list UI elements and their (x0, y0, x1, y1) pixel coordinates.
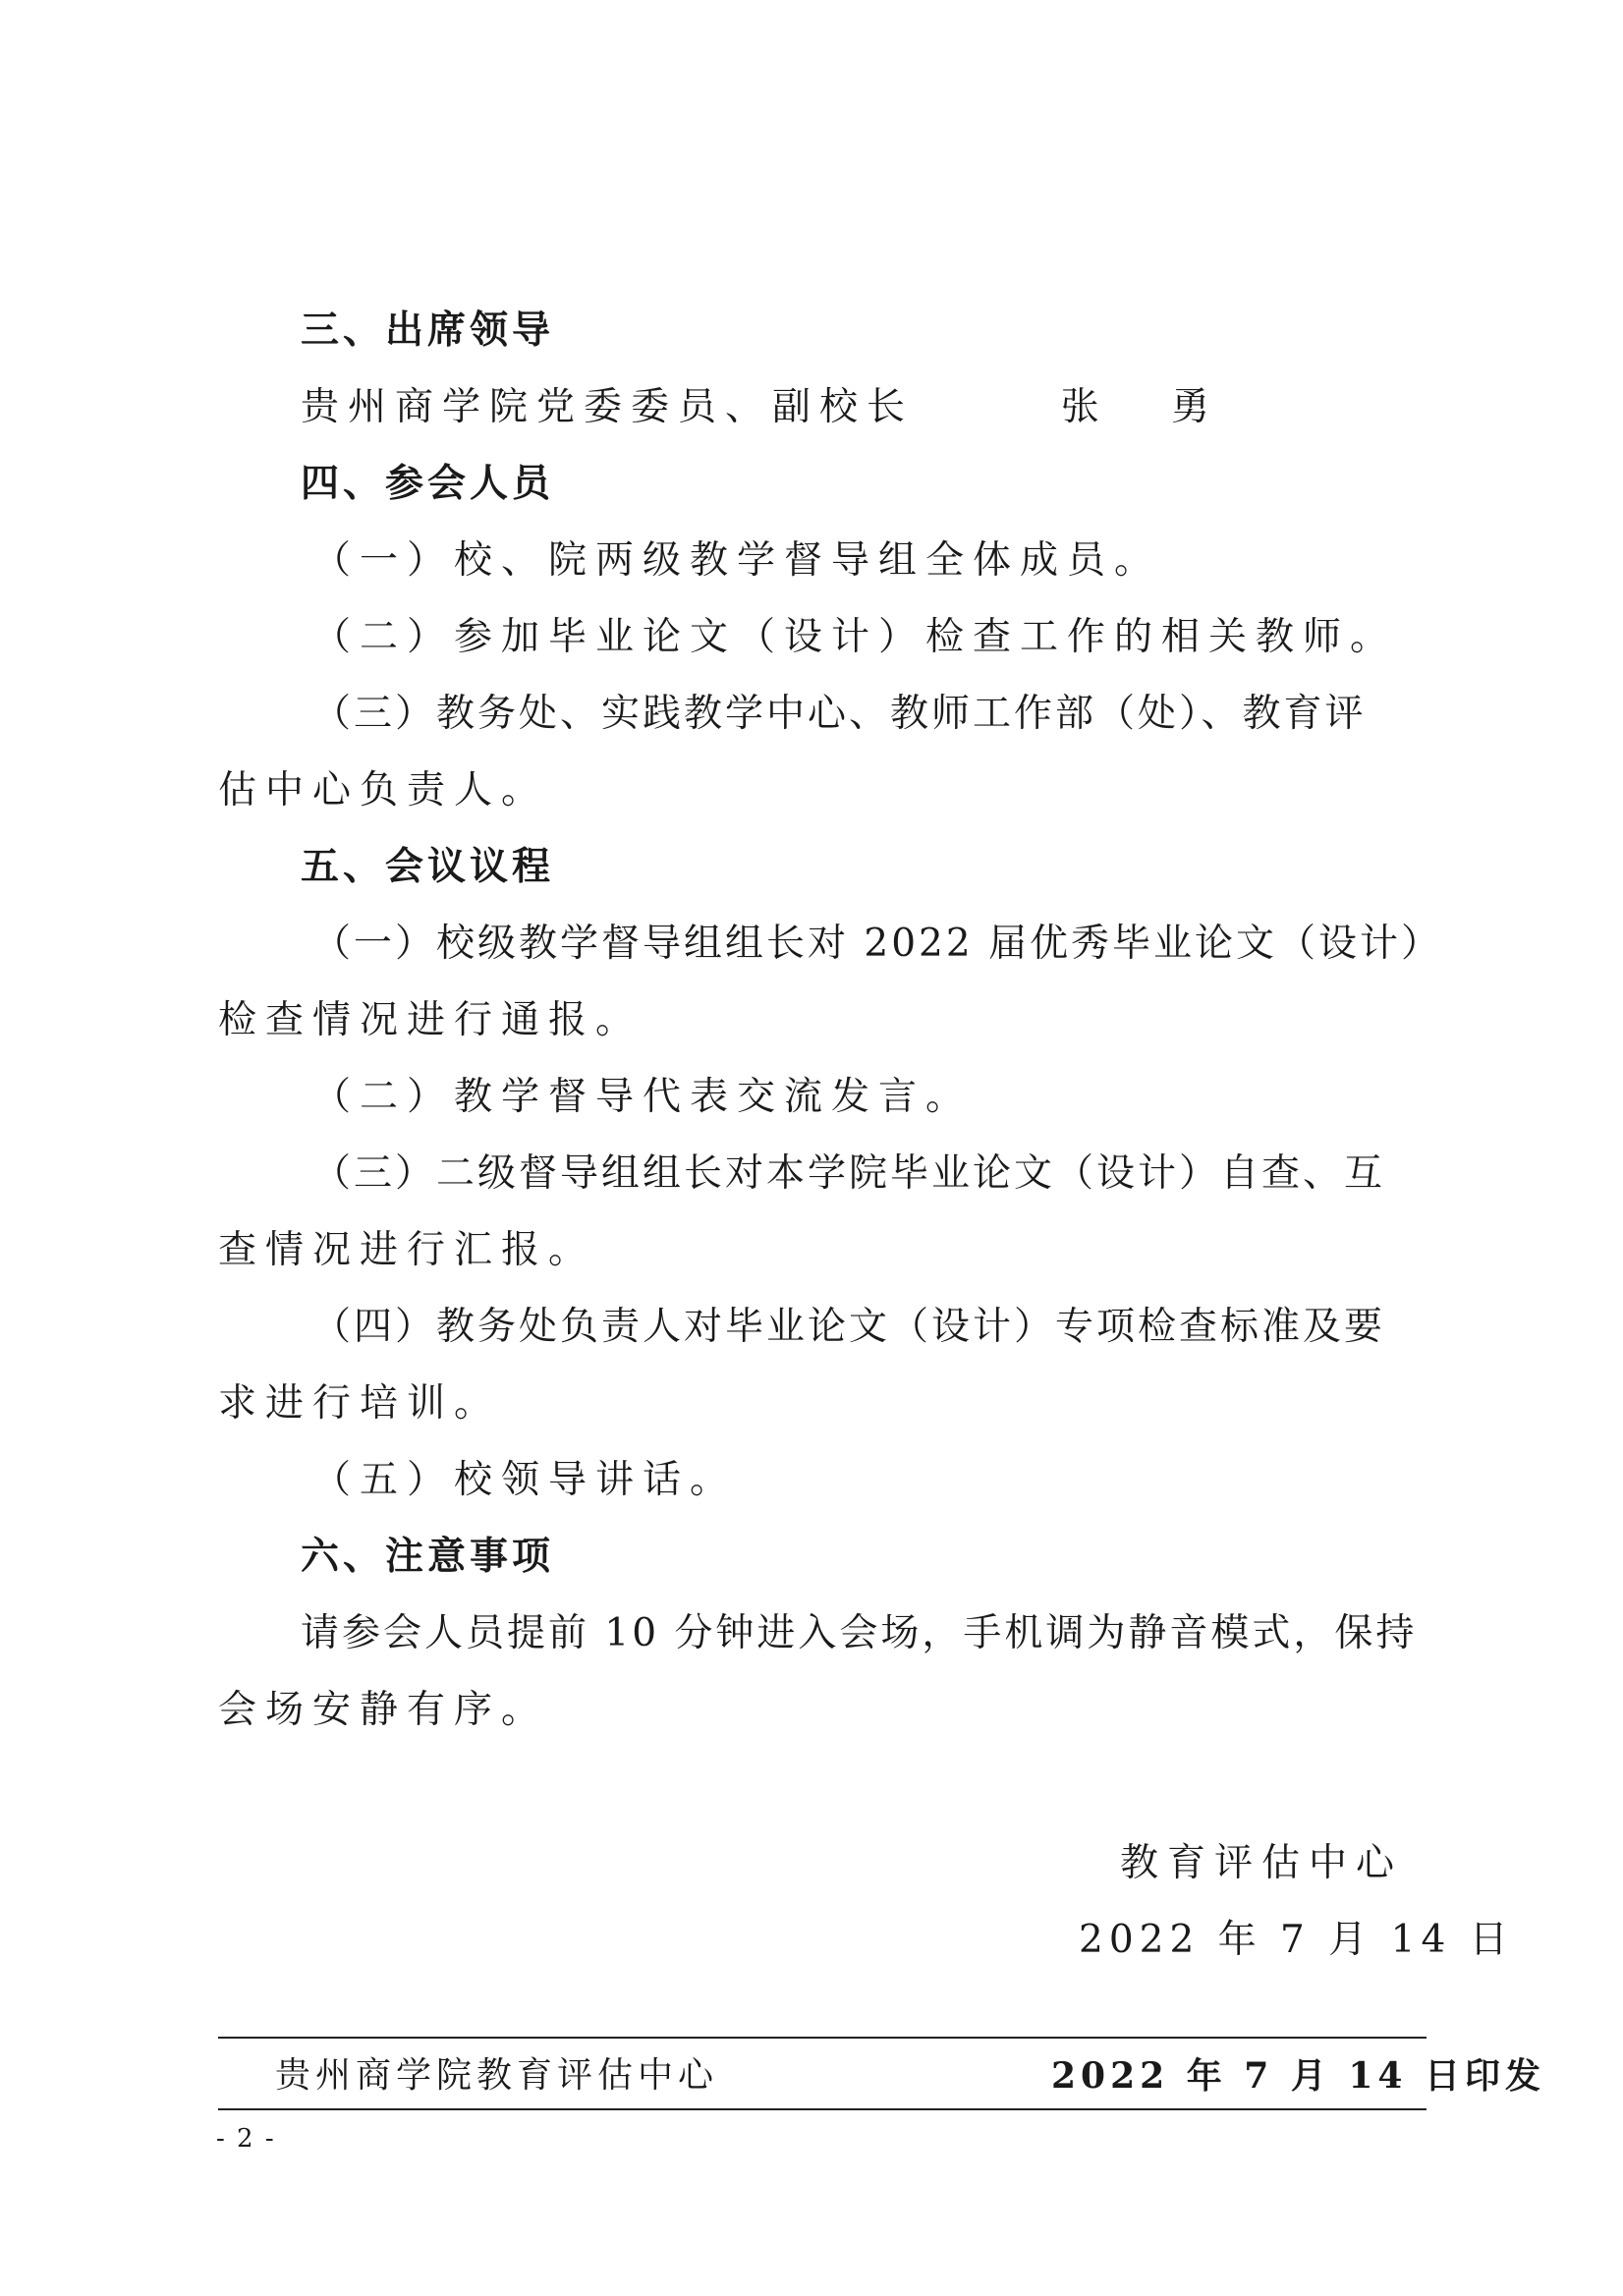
agenda-item-1-line-1: （一）校级教学督导组组长对 2022 届优秀毕业论文（设计） (312, 922, 1443, 966)
agenda-item-5: （五）校领导讲话。 (312, 1458, 738, 1502)
agenda-item-4-line-2: 求进行培训。 (218, 1381, 502, 1426)
footer-issue-date: 2022 年 7 月 14 日印发 (1051, 2055, 1546, 2097)
section-heading-notes: 六、注意事项 (301, 1535, 555, 1579)
footer-top-rule (218, 2037, 1427, 2039)
agenda-item-3-line-1: （三）二级督导组组长对本学院毕业论文（设计）自查、互 (312, 1151, 1386, 1196)
section-heading-agenda: 五、会议议程 (301, 845, 555, 889)
signature-org: 教育评估中心 (1120, 1841, 1404, 1885)
participants-item-3-line-2: 估中心负责人。 (218, 768, 549, 812)
footer-issuer: 贵州商学院教育评估中心 (275, 2055, 719, 2096)
notes-line-2: 会场安静有序。 (218, 1688, 549, 1732)
participants-item-3-line-1: （三）教务处、实践教学中心、教师工作部（处）、教育评 (312, 692, 1367, 736)
agenda-item-1-line-2: 检查情况进行通报。 (218, 998, 644, 1042)
section-heading-participants: 四、参会人员 (301, 462, 555, 506)
section-heading-leaders: 三、出席领导 (301, 308, 555, 353)
signature-date: 2022 年 7 月 14 日 (1079, 1918, 1514, 1962)
agenda-item-3-line-2: 查情况进行汇报。 (218, 1228, 596, 1272)
notes-line-1: 请参会人员提前 10 分钟进入会场，手机调为静音模式，保持 (301, 1611, 1418, 1655)
page-number: - 2 - (216, 2124, 276, 2154)
participants-item-2: （二）参加毕业论文（设计）检查工作的相关教师。 (312, 615, 1398, 659)
agenda-item-4-line-1: （四）教务处负责人对毕业论文（设计）专项检查标准及要 (312, 1305, 1386, 1349)
agenda-item-2: （二）教学督导代表交流发言。 (312, 1075, 974, 1119)
footer-bottom-rule (218, 2108, 1427, 2110)
leader-line: 贵州商学院党委委员、副校长 张 勇 (301, 385, 1218, 429)
participants-item-1: （一）校、院两级教学督导组全体成员。 (312, 538, 1162, 583)
